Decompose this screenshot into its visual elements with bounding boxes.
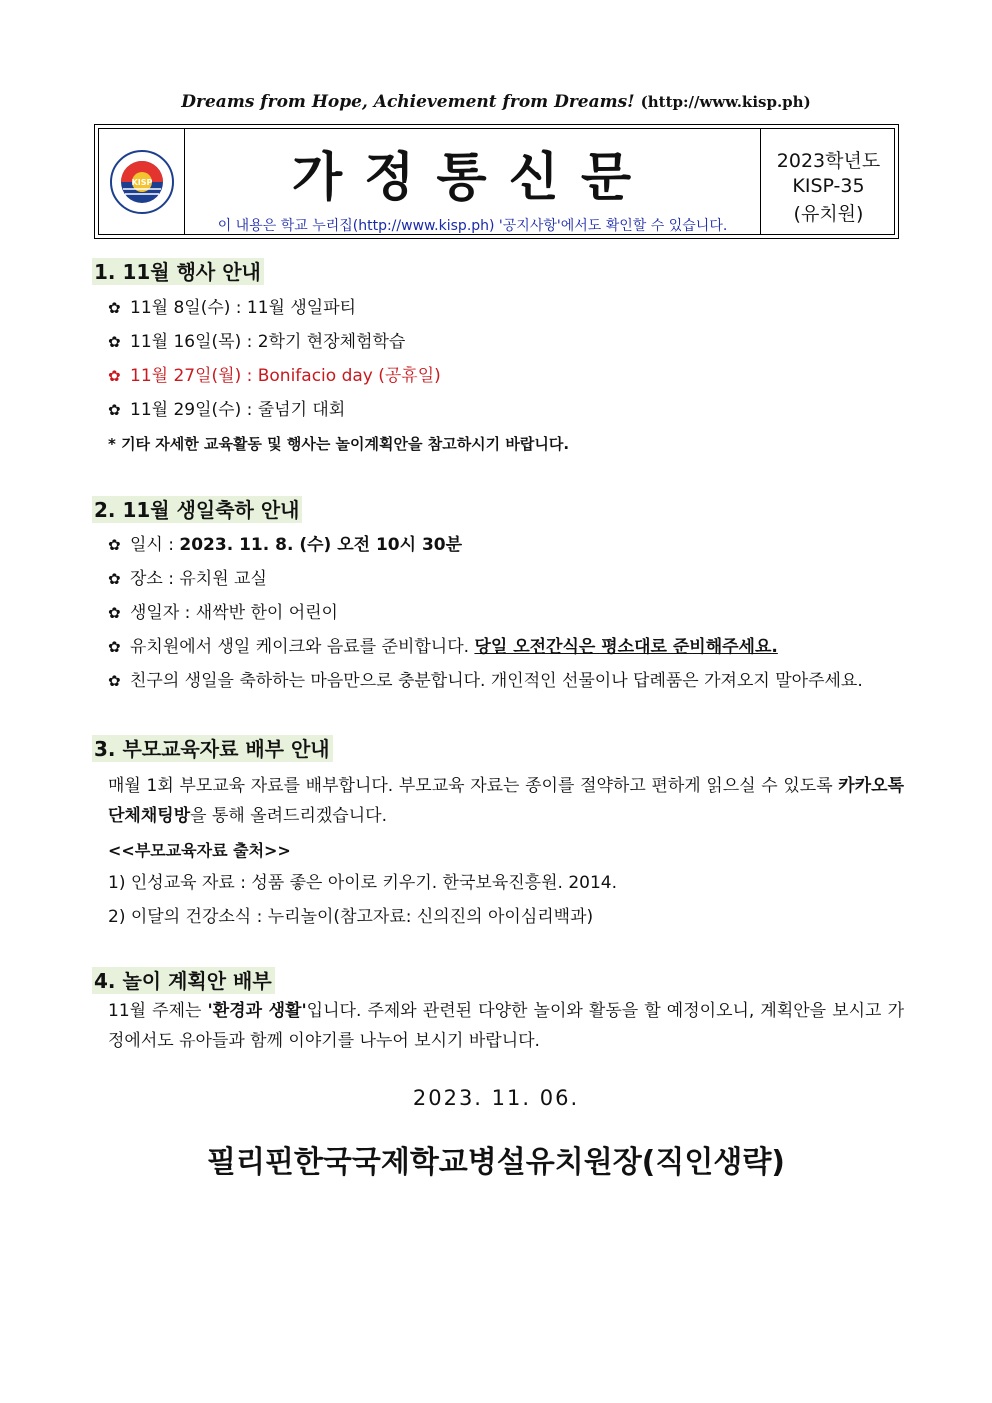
list-item: ✿ 유치원에서 생일 케이크와 음료를 준비합니다. 당일 오전간식은 평소대로 준비해주세요. xyxy=(108,637,778,657)
play-plan-paragraph: 11월 주제는 '환경과 생활'입니다. 주제와 관련된 다양한 놀이와 활동을 할 예정이오니, 계획안을 보시고 가정에서도 유아들과 함께 이야기를 나누어 보시기 바랍니다. xyxy=(108,1001,904,1051)
source-item: 1) 인성교육 자료 : 성품 좋은 아이로 키우기. 한국보육진흥원. 2014. xyxy=(108,873,617,893)
list-item: ✿ 11월 29일(수) : 줄넘기 대회 xyxy=(108,400,346,420)
flower-bullet-icon: ✿ xyxy=(108,536,121,554)
school-year: 2023학년도 xyxy=(776,150,881,172)
section-title-parent-education: 3. 부모교육자료 배부 안내 xyxy=(92,735,333,762)
newsletter-header xyxy=(94,124,899,239)
principal-signature: 필리핀한국국제학교병설유치원장(직인생략) xyxy=(206,1145,786,1180)
flower-bullet-icon: ✿ xyxy=(108,367,121,385)
list-item: ✿ 11월 16일(목) : 2학기 현장체험학습 xyxy=(108,332,406,352)
flower-bullet-icon: ✿ xyxy=(108,299,121,317)
flower-bullet-icon: ✿ xyxy=(108,333,121,351)
section-title-play-plan: 4. 놀이 계획안 배부 xyxy=(92,967,275,994)
list-item: ✿ 일시 : 2023. 11. 8. (수) 오전 10시 30분 xyxy=(108,535,463,555)
issue-code: KISP-35 xyxy=(792,175,865,197)
newsletter-title: 가정통신문 xyxy=(291,148,654,208)
list-item: ✿ 11월 8일(수) : 11월 생일파티 xyxy=(108,298,357,318)
source-item: 2) 이달의 건강소식 : 누리놀이(참고자료: 신의진의 아이심리백과) xyxy=(108,907,594,927)
motto-url: (http://www.kisp.ph) xyxy=(640,93,811,111)
flower-bullet-icon: ✿ xyxy=(108,570,121,588)
issue-info xyxy=(760,129,896,234)
parent-education-paragraph: 매월 1회 부모교육 자료를 배부합니다. 부모교육 자료는 종이를 절약하고 편하게 읽으실 수 있도록 카카오톡 단체채팅방을 통해 올려드리겠습니다. xyxy=(108,776,904,826)
website-notice: 이 내용은 학교 누리집(http://www.kisp.ph) '공지사항'에서도 확인할 수 있습니다. xyxy=(217,218,728,234)
events-note: * 기타 자세한 교육활동 및 행사는 놀이계획안을 참고하시기 바랍니다. xyxy=(108,435,570,453)
flower-bullet-icon: ✿ xyxy=(108,638,121,656)
school-logo xyxy=(109,149,175,215)
list-item: ✿ 친구의 생일을 축하하는 마음만으로 충분합니다. 개인적인 선물이나 답례품은 가져오지 말아주세요. xyxy=(108,671,863,691)
logo-cell xyxy=(99,129,185,234)
list-item: ✿ 장소 : 유치원 교실 xyxy=(108,569,267,589)
list-item-holiday: ✿ 11월 27일(월) : Bonifacio day (공휴일) xyxy=(108,366,441,386)
list-item: ✿ 생일자 : 새싹반 한이 어린이 xyxy=(108,603,338,623)
flower-bullet-icon: ✿ xyxy=(108,604,121,622)
source-title: <<부모교육자료 출처>> xyxy=(108,841,291,860)
school-motto xyxy=(0,92,992,112)
section-title-birthday: 2. 11월 생일축하 안내 xyxy=(92,496,302,523)
section-title-events: 1. 11월 행사 안내 xyxy=(92,258,264,285)
motto-text: Dreams from Hope, Achievement from Dreams! xyxy=(181,92,635,112)
logo-text: KISP xyxy=(131,177,152,187)
issue-date: 2023. 11. 06. xyxy=(412,1086,580,1110)
title-cell xyxy=(185,129,760,234)
flower-bullet-icon: ✿ xyxy=(108,672,121,690)
division-label: (유치원) xyxy=(793,203,864,225)
flower-bullet-icon: ✿ xyxy=(108,401,121,419)
